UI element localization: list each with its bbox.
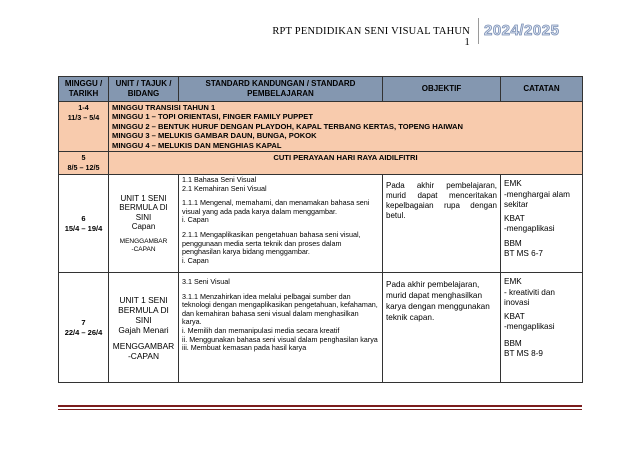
notes-cell [501,175,583,273]
header-week: MINGGU / TARIKH [59,77,109,102]
standard-cell [179,175,383,273]
week-cell [59,175,109,273]
note-line: EMK [504,277,522,287]
note-line: -mengaplikasi [504,224,555,234]
note-line: - kreativiti dan inovasi [504,287,555,308]
holiday-week-cell [59,152,109,175]
week-date: 15/4 – 19/4 [64,223,103,233]
note-line: KBAT [504,213,525,223]
standard-line: iii. Membuat kemasan pada hasil karya [182,343,307,353]
unit-line: SINI [135,212,152,222]
note-line: BT MS 8-9 [504,349,543,359]
note-line: -menghargai alam sekitar [504,189,570,210]
holiday-week: 5 [81,153,86,163]
transition-date: 11/3 – 5/4 [67,113,100,122]
transition-line: MINGGU 2 – BENTUK HURUF DENGAN PLAYDOH, KAPAL TERBANG KERTAS, TOPENG HAIWAN [112,121,464,131]
document-title: RPT PENDIDIKAN SENI VISUAL TAHUN 1 [272,26,470,48]
standard-line: 1.1.1 Mengenal, memahami, dan menamakan bahasa seni visual yang ada pada karya dalam menggambar. [182,198,370,216]
week-cell [59,273,109,383]
transition-line: MINGGU 3 – MELUKIS GAMBAR DAUN, BUNGA, POKOK [112,131,317,141]
standard-line: 1.1 Bahasa Seni Visual [182,175,257,185]
table-header-row [59,77,583,102]
note-line: BBM [504,338,522,348]
transition-week-cell [59,102,109,152]
transition-line: MINGGU 1 – TOPI ORIENTASI, FINGER FAMILY PUPPET [112,112,313,122]
footer-rule [58,409,582,410]
unit-line: Capan [131,222,156,232]
unit-line: SINI [135,314,152,325]
holiday-row [59,152,583,175]
standard-line: ii. Menggunakan bahasa seni visual dalam penghasilan karya [182,334,378,344]
unit-line: BERMULA DI [118,304,169,315]
standard-cell [179,273,383,383]
table-row [59,273,583,383]
standard-line: 3.1 Seni Visual [182,277,230,287]
header-separator [478,18,479,44]
unit-line: MENGGAMBAR [112,340,175,351]
note-line: BT MS 6-7 [504,249,543,259]
note-line: -mengaplikasi [504,322,555,332]
unit-cell [109,273,179,383]
unit-line: -CAPAN [127,350,160,361]
week-date: 22/4 – 26/4 [64,327,103,337]
transition-line: MINGGU 4 – MELUKIS DAN MENGHIAS KAPAL [112,140,282,150]
header-standard: STANDARD KANDUNGAN / STANDARD PEMBELAJARAN [179,77,383,102]
holiday-text: CUTI PERAYAAN HARI RAYA AIDILFITRI [109,152,583,175]
transition-row [59,102,583,152]
standard-line: 3.1.1 Menzahirkan idea melalui pelbagai sumber dan teknologi dengan mengaplikasikan pengetahuan, kefahaman, dan kemahiran bahasa seni visual dalam menghasilkan karya. [182,291,378,327]
unit-line: UNIT 1 SENI [119,294,168,305]
objective-cell: Pada akhir pembelajaran, murid dapat menghasilkan karya dengan menggunakan teknik capan. [383,273,501,383]
week-number: 7 [81,317,86,327]
header-objective: OBJEKTIF [383,77,501,102]
notes-cell [501,273,583,383]
note-line: EMK [504,179,522,189]
standard-line: 2.1.1 Mengaplikasikan pengetahuan bahasa seni visual, penggunaan media serta teknik dan proses dalam penghasilan karya bidang menggambar. [182,230,361,257]
holiday-date: 8/5 – 12/5 [67,163,100,173]
unit-line: BERMULA DI [119,203,168,213]
header-unit: UNIT / TAJUK / BIDANG [109,77,179,102]
week-number: 6 [81,213,86,223]
header-notes: CATATAN [501,77,583,102]
note-line: BBM [504,238,522,248]
footer-rule [58,405,582,407]
transition-week: 1-4 [78,103,89,112]
table-row [59,175,583,273]
transition-details [109,102,583,152]
school-year: 2024/2025 [484,22,560,39]
unit-line: Gajah Menari [118,324,169,335]
lesson-plan-table [58,76,583,383]
unit-line: MENGGAMBAR [119,237,168,245]
unit-cell [109,175,179,273]
note-line: KBAT [504,311,525,321]
unit-line: -CAPAN [131,245,156,253]
standard-line: i. Capan [182,255,209,265]
standard-line: 2.1 Kemahiran Seni Visual [182,183,267,193]
objective-cell: Pada akhir pembelajaran, murid dapat menceritakan kepelbagaian rupa dengan betul. [383,175,501,273]
standard-line: i. Memilih dan memanipulasi media secara kreatif [182,326,340,335]
standard-line: i. Capan [182,215,209,225]
transition-line: MINGGU TRANSISI TAHUN 1 [112,103,216,112]
unit-line: UNIT 1 SENI [120,193,167,203]
